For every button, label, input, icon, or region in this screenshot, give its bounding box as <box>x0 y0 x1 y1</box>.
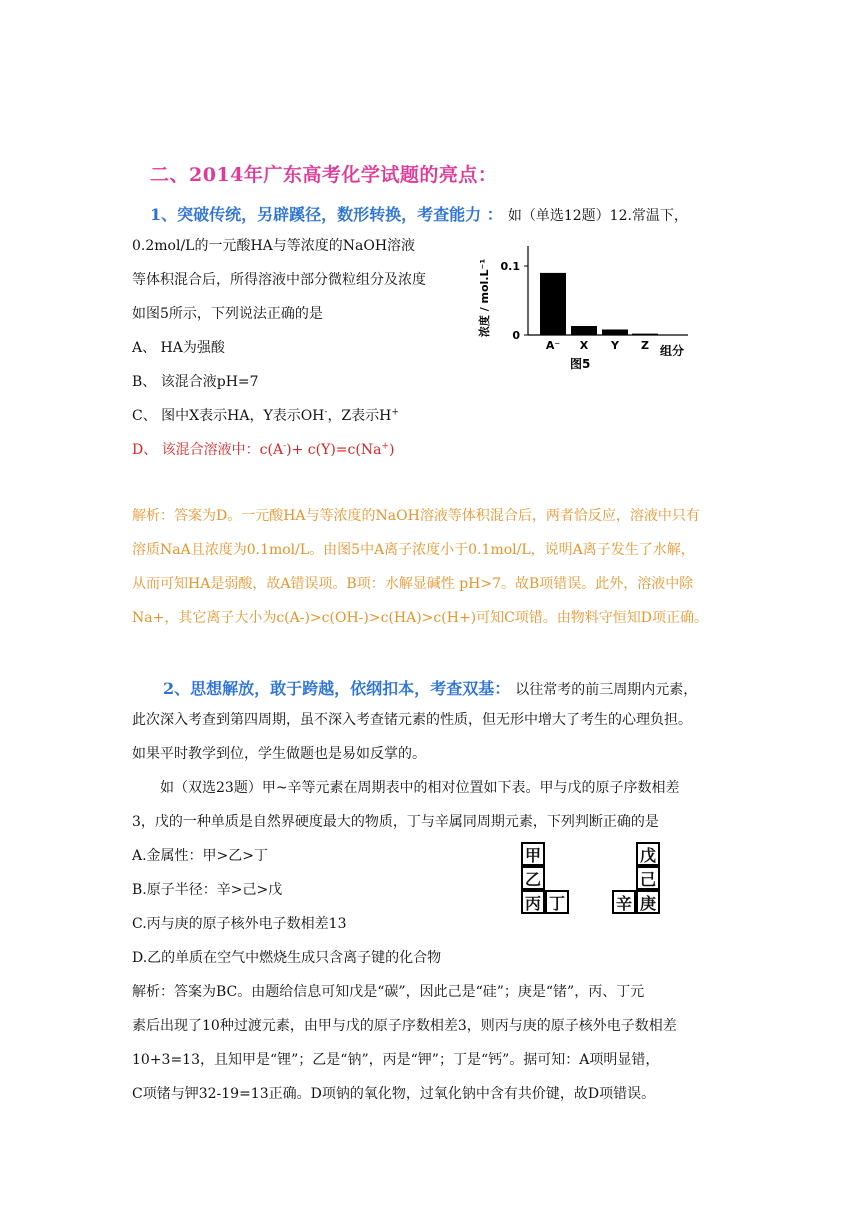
chart-xtick-label-0: A⁻ <box>545 339 561 352</box>
q1-line-1: 0.2mol/L的一元酸HA与等浓度的NaOH溶液 <box>132 238 416 254</box>
chart-ytick-label: 0.1 <box>500 260 520 273</box>
q1-option-c <box>132 406 399 426</box>
point1-heading-row <box>150 202 688 226</box>
q2-option-b: B.原子半径：辛>己>戊 <box>132 882 283 898</box>
q1-option-d-text3: ) <box>388 442 395 458</box>
element-xin: 辛 <box>612 890 636 914</box>
point2-heading-c: 依纲 <box>350 679 383 698</box>
point2-heading-row <box>163 676 697 700</box>
element-wu: 戊 <box>636 842 660 866</box>
q1-option-d-text2: )+ c(Y)=c(Na <box>286 442 382 458</box>
q1-option-c-sup2: + <box>391 407 399 418</box>
element-yi: 乙 <box>521 866 545 890</box>
q2-option-a: A.金属性：甲>乙>丁 <box>132 848 269 864</box>
point2-heading-d: 扣本， <box>382 679 431 698</box>
q1-analysis-line-1: 解析：答案为D。一元酸HA与等浓度的NaOH溶液等体积混合后，两者恰反应，溶液中只有 <box>132 508 700 524</box>
chart-bar-3 <box>632 334 658 335</box>
chart-xtick-label-3: Z <box>641 339 649 352</box>
q1-line-3: 如图5所示，下列说法正确的是 <box>132 306 323 322</box>
chart-caption: 图5 <box>570 357 591 371</box>
q1-option-d-text: D、 该混合溶液中：c(A <box>132 442 284 458</box>
point2-intro: 以往常考的前三周期内元素， <box>515 682 698 698</box>
element-ji: 己 <box>636 866 660 890</box>
point1-heading-b: 转换， <box>369 205 418 224</box>
element-bing: 丙 <box>521 890 545 914</box>
q2-option-d: D.乙的单质在空气中燃烧生成只含离子键的化合物 <box>132 950 442 966</box>
q2-analysis-line-4: C项锗与钾32-19=13正确。D项钠的氧化物，过氧化钠中含有共价键，故D项错误。 <box>132 1086 656 1102</box>
point1-intro: 如（单选12题）12.常温下， <box>507 208 688 224</box>
q1-analysis-line-2: 溶质NaA且浓度为0.1mol/L。由图5中A离子浓度小于0.1mol/L，说明A离子发生了水解， <box>132 542 695 558</box>
p2-line-1: 此次深入考查到第四周期，虽不深入考查锗元素的性质，但无形中增大了考生的心理负担。 <box>132 712 692 728</box>
chart-xtick-label-2: Y <box>611 339 619 352</box>
point2-heading-a: 2、思想解放，敢 <box>163 679 287 698</box>
q2-analysis-line-2: 素后出现了10种过渡元素，由甲与戊的原子序数相差3，则丙与庚的原子核外电子数相差 <box>132 1018 677 1034</box>
chart-bar-2 <box>602 329 628 335</box>
q2-option-c: C.丙与庚的原子核外电子数相差13 <box>132 916 347 932</box>
q1-analysis-line-4: Na+，其它离子大小为c(A-)>c(OH-)>c(HA)>c(H+)可知C项错。由物料守恒知D项正确。 <box>132 610 709 626</box>
q1-option-c-sup1: - <box>324 407 328 418</box>
q1-option-c-text2: ，Z表示H <box>327 408 392 424</box>
chart-xtick-label-1: X <box>579 339 589 352</box>
element-jia: 甲 <box>521 842 545 866</box>
q1-option-c-text: C、 图中X表示HA，Y表示OH <box>132 408 325 424</box>
chart-ytick-label: 0 <box>512 329 520 342</box>
point2-heading-e: 考查双基： <box>430 679 511 698</box>
point2-heading-b: 于跨越， <box>286 679 351 698</box>
q1-option-d <box>132 440 394 460</box>
q1-option-d-sup2: + <box>381 441 389 452</box>
chart-ylabel: 浓度 / mol.L⁻¹ <box>478 258 491 338</box>
section-title: 二、2014年广东高考化学试题的亮点： <box>150 164 498 186</box>
q2-question-line-1: 如（双选23题）甲~辛等元素在周期表中的相对位置如下表。甲与戊的原子序数相差 <box>160 780 680 796</box>
element-geng: 庚 <box>636 890 660 914</box>
q2-question-line-2: 3，戊的一种单质是自然界硬度最大的物质，丁与辛属同周期元素，下列判断正确的是 <box>132 814 659 830</box>
point1-heading-d: 力 ： <box>465 205 503 224</box>
chart-bar-0 <box>540 273 566 335</box>
q1-option-b: B、 该混合液pH=7 <box>132 374 259 390</box>
chart-xlabel: 组分 <box>660 344 685 358</box>
chart-bar-1 <box>571 326 597 335</box>
q1-line-2: 等体积混合后，所得溶液中部分微粒组分及浓度 <box>132 272 426 288</box>
q2-analysis-line-1: 解析：答案为BC。由题给信息可知戊是“碳”，因此己是“硅”；庚是“锗”，丙、丁元 <box>132 984 645 1000</box>
q1-analysis-line-3: 从而可知HA是弱酸，故A错误项。B项：水解显碱性 pH>7。故B项错误。此外，溶液中除 <box>132 576 694 592</box>
q1-option-d-sup1: - <box>283 441 287 452</box>
p2-line-2: 如果平时教学到位，学生做题也是易如反掌的。 <box>132 746 426 762</box>
figure5-chart <box>470 238 700 378</box>
element-ding: 丁 <box>545 890 569 914</box>
point1-heading-c: 考查能 <box>417 205 466 224</box>
q2-analysis-line-3: 10+3=13，且知甲是“锂”；乙是“钠”，丙是“钾”；丁是“钙”。据可知：A项明显错， <box>132 1052 660 1068</box>
point1-heading-a: 1、突破传统，另辟蹊径，数形 <box>150 205 370 224</box>
q1-option-a: A、 HA为强酸 <box>132 340 225 356</box>
